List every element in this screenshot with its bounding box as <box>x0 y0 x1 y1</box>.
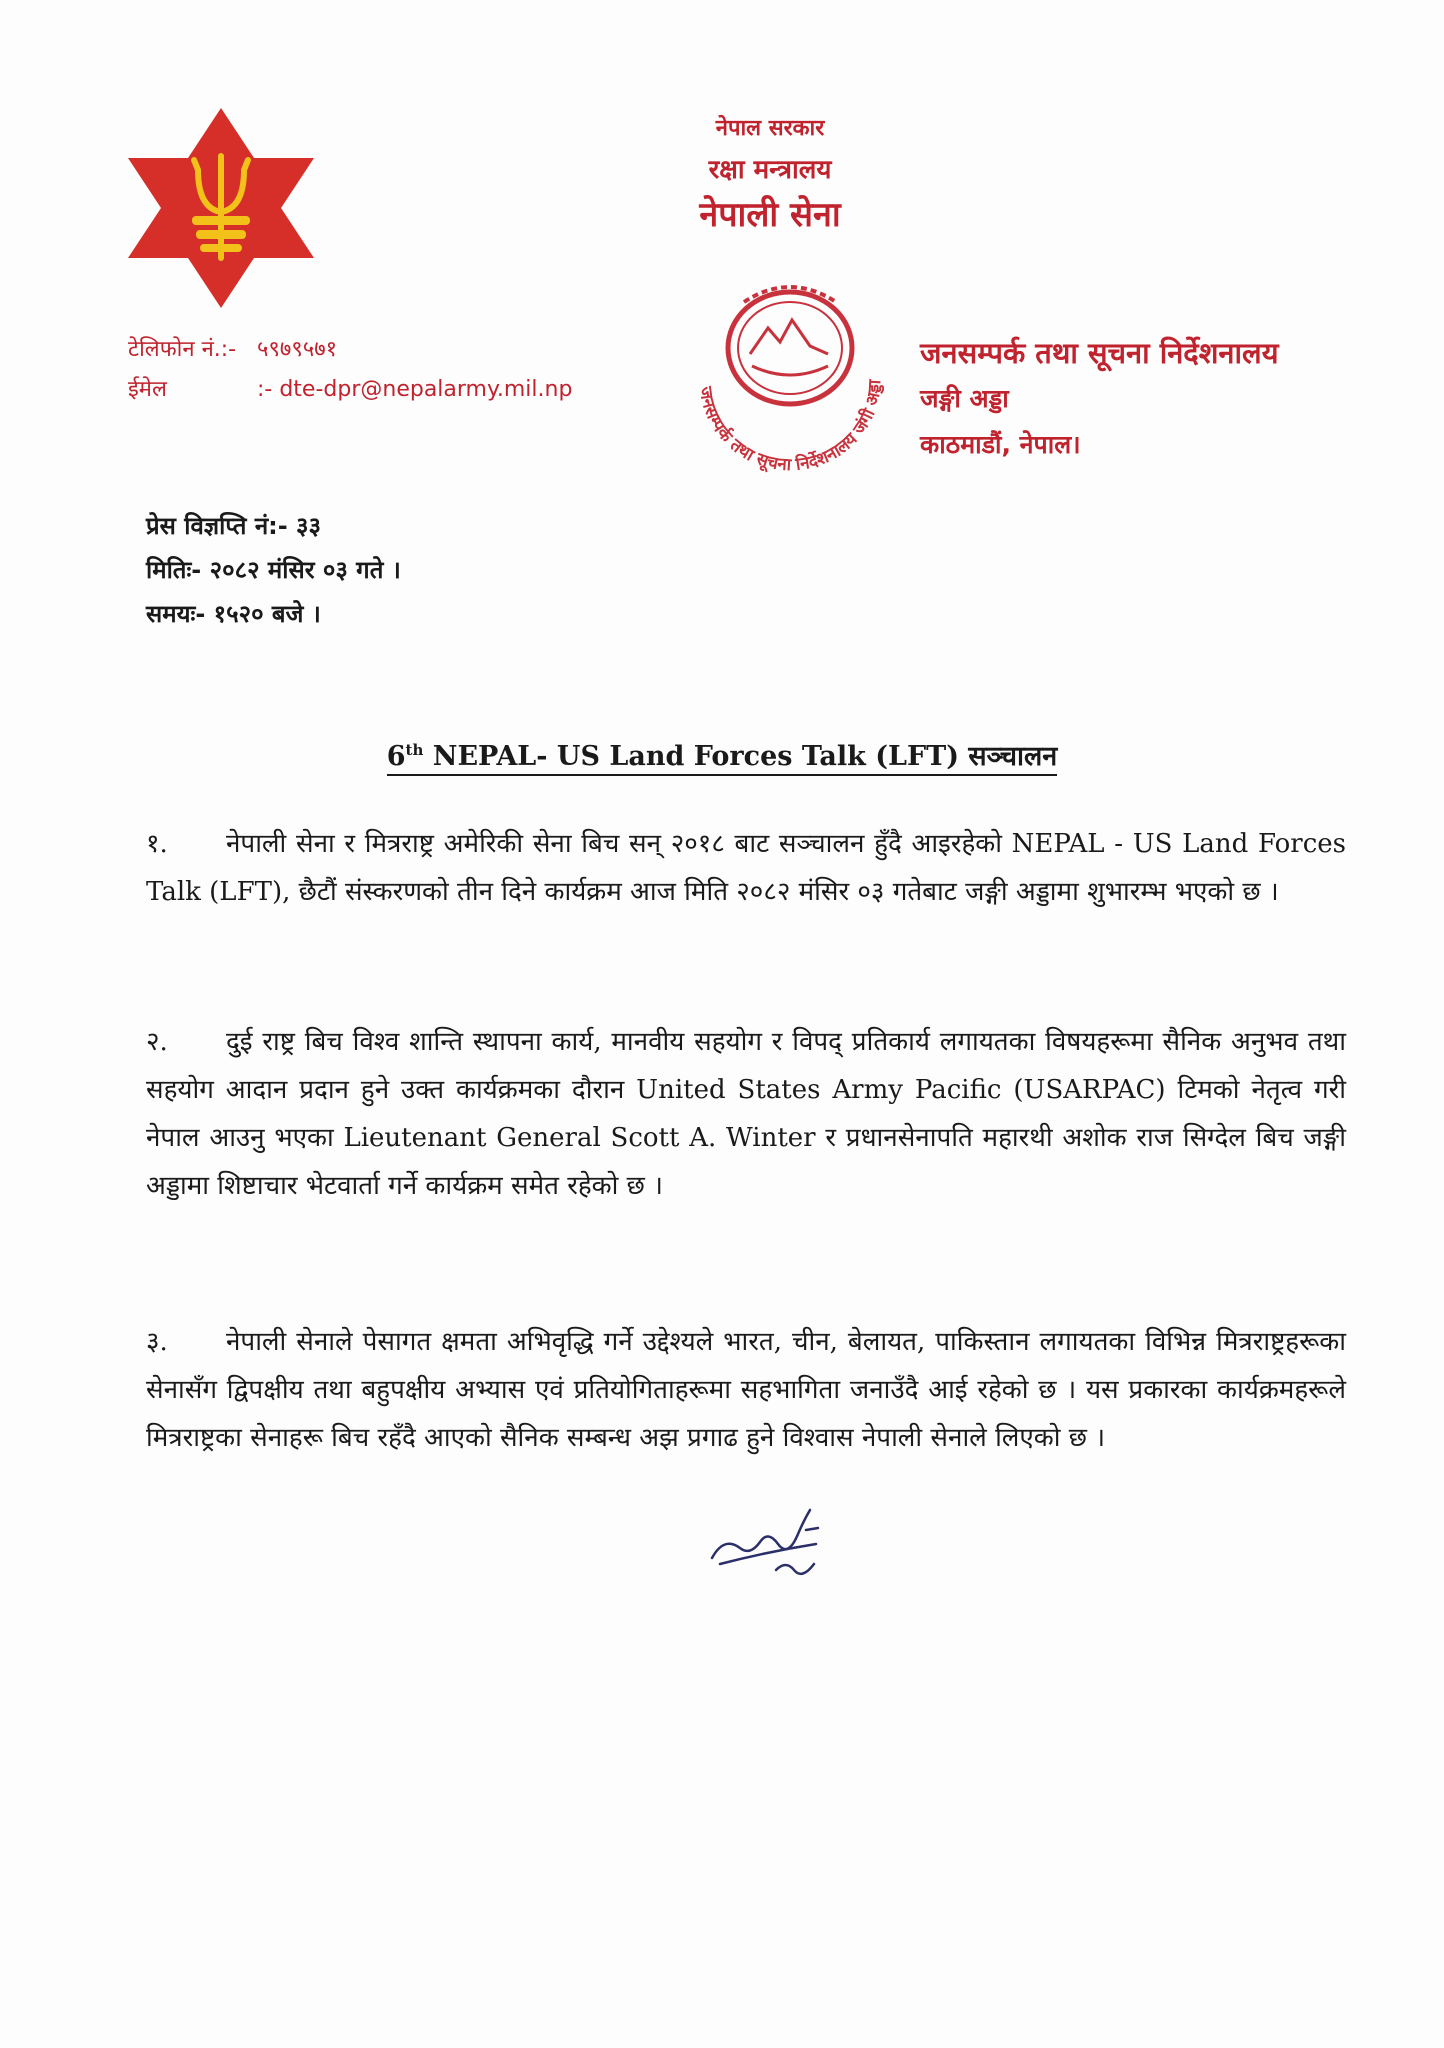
title-ordinal-number: 6 <box>386 741 406 772</box>
email-label: ईमेल <box>128 377 167 402</box>
nepal-army-star-emblem-icon <box>128 108 314 308</box>
phone-value: ५९७९५७१ <box>257 337 338 362</box>
paragraph-text: नेपाली सेनाले पेसागत क्षमता अभिवृद्धि गर्ने उद्देश्यले भारत, चीन, बेलायत, पाकिस्तान लगायतका विभिन्न मित्रराष्ट्रहरूका सेनासँग द्विपक्षीय तथा बहुपक्षीय अभ्यास एवं प्रतियोगिताहरूमा सहभागिता जनाउँदै आई रहेको छ । यस प्रकारका कार्यक्रमहरूले मित्रराष्ट्रका सेनाहरू बिच रहँदै आएको सैनिक सम्बन्ध अझ प्रगाढ हुने विश्वास नेपाली सेनाले लिएको छ । <box>146 1327 1346 1453</box>
directorate-name: जनसम्पर्क तथा सूचना निर्देशनालय <box>920 336 1279 370</box>
ministry-heading: रक्षा मन्त्रालय <box>708 155 832 185</box>
directorate-block <box>920 330 1279 468</box>
contact-block <box>128 330 572 410</box>
paragraph-2 <box>146 1018 1346 1210</box>
paragraph-text: दुई राष्ट्र बिच विश्व शान्ति स्थापना कार्य, मानवीय सहयोग र विपद् प्रतिकार्य लगायतका विषयहरूमा सैनिक अनुभव तथा सहयोग आदान प्रदान हुने उक्त कार्यक्रमका दौरान United States Army Pacific (USARPAC) टिमको नेतृत्व गरी नेपाल आउनु भएका Lieutenant General Scott A. Winter र प्रधानसेनापति महारथी अशोक राज सिग्देल बिच जङ्गी अड्डामा शिष्टाचार भेटवार्ता गर्ने कार्यक्रम समेत रहेको छ । <box>146 1027 1346 1201</box>
press-release-number: प्रेस विज्ञप्ति नं:- ३३ <box>146 512 322 540</box>
signature-icon <box>706 1500 836 1590</box>
paragraph-number: ३. <box>146 1327 168 1357</box>
press-release-time: समयः- १५२० बजे । <box>146 600 321 628</box>
directorate-location-1: जङ्गी अड्डा <box>920 384 1009 413</box>
paragraph-text: नेपाली सेना र मित्रराष्ट्र अमेरिकी सेना बिच सन् २०१८ बाट सञ्चालन हुँदै आइरहेको NEPAL - US Land Forces Talk (LFT), छैटौं संस्करणको तीन दिने कार्यक्रम आज मिति २०८२ मंसिर ०३ गतेबाट जङ्गी अड्डामा शुभारम्भ भएको छ । <box>146 829 1346 907</box>
press-release-date: मितिः- २०८२ मंसिर ०३ गते । <box>146 556 401 584</box>
paragraph-1 <box>146 820 1346 916</box>
seal-text: जनसम्पर्क तथा सूचना निर्देशनालय जंगी अड्डा <box>694 379 886 476</box>
document-title <box>0 736 1444 776</box>
document-title-text <box>387 736 1058 776</box>
phone-label: टेलिफोन नं.:- <box>128 337 237 362</box>
email-value: :- dte-dpr@nepalarmy.mil.np <box>257 377 573 402</box>
paragraph-number: २. <box>146 1027 168 1057</box>
government-heading: नेपाल सरकार <box>715 116 825 141</box>
army-heading: नेपाली सेना <box>699 195 841 235</box>
directorate-seal-icon <box>672 262 908 488</box>
press-release-meta <box>146 504 401 636</box>
email-row <box>128 370 572 410</box>
title-ordinal-suffix: th <box>405 741 424 759</box>
paragraph-number: १. <box>146 829 168 859</box>
directorate-location-2: काठमाडौं, नेपाल। <box>920 430 1081 459</box>
phone-row <box>128 330 572 370</box>
paragraph-3 <box>146 1318 1346 1462</box>
title-main: NEPAL- US Land Forces Talk (LFT) सञ्चालन <box>423 741 1058 772</box>
